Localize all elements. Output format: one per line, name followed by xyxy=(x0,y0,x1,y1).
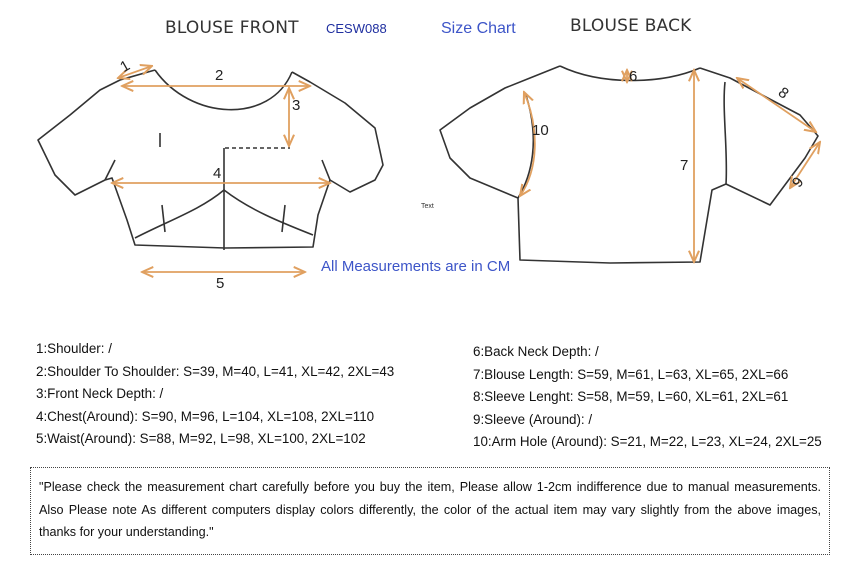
disclaimer-box xyxy=(30,467,830,555)
measurements-left xyxy=(36,338,394,451)
measurement-item: 7:Blouse Length: S=59, M=61, L=63, XL=65, 2XL=66 xyxy=(473,366,789,382)
front-blouse-outline xyxy=(38,70,383,250)
measurement-item: 1:Shoulder: / xyxy=(36,341,112,356)
label-1: 1 xyxy=(117,57,134,76)
measurement-item: 2:Shoulder To Shoulder: S=39, M=40, L=41, XL=42, 2XL=43 xyxy=(36,363,395,379)
label-6: 6 xyxy=(629,68,638,85)
measurement-item: 8:Sleeve Lenght: S=58, M=59, L=60, XL=61, 2XL=61 xyxy=(473,389,789,404)
product-code: CESW088 xyxy=(326,21,387,36)
unit-note: All Measurements are in CM xyxy=(321,258,511,275)
measurement-item: 4:Chest(Around): S=90, M=96, L=104, XL=108, 2XL=110 xyxy=(36,408,375,424)
diagram-small-text: Text xyxy=(421,203,434,210)
back-measure-arrows xyxy=(520,70,820,262)
label-5: 5 xyxy=(216,275,225,292)
size-chart-label: Size Chart xyxy=(441,20,516,37)
label-2: 2 xyxy=(215,67,224,84)
arrow-8 xyxy=(737,78,816,132)
label-9: 9 xyxy=(788,174,808,191)
measurement-item: 9:Sleeve (Around): / xyxy=(473,411,593,427)
blouse-back-title: BLOUSE BACK xyxy=(570,16,692,36)
label-7: 7 xyxy=(680,157,689,174)
label-4: 4 xyxy=(213,165,222,182)
measurement-item: 6:Back Neck Depth: / xyxy=(473,344,599,359)
measurement-item: 3:Front Neck Depth: / xyxy=(36,386,164,401)
measurement-item: 5:Waist(Around): S=88, M=92, L=98, XL=100, 2XL=102 xyxy=(36,431,366,446)
measurement-item: 10:Arm Hole (Around): S=21, M=22, L=23, XL=24, 2XL=25 xyxy=(473,434,822,449)
label-3: 3 xyxy=(292,97,301,114)
disclaimer-text: "Please check the measurement chart carefully before you buy the item, Please allow 1-2cm indifference due to manual measurements. Also Please note As different computers display colors differently, the color of the actual item may vary slightly from the above images, thanks for your understanding." xyxy=(39,480,821,539)
blouse-front-title: BLOUSE FRONT xyxy=(165,18,299,38)
measurements-right xyxy=(473,341,822,454)
label-10: 10 xyxy=(532,122,549,139)
label-8: 8 xyxy=(774,84,792,103)
